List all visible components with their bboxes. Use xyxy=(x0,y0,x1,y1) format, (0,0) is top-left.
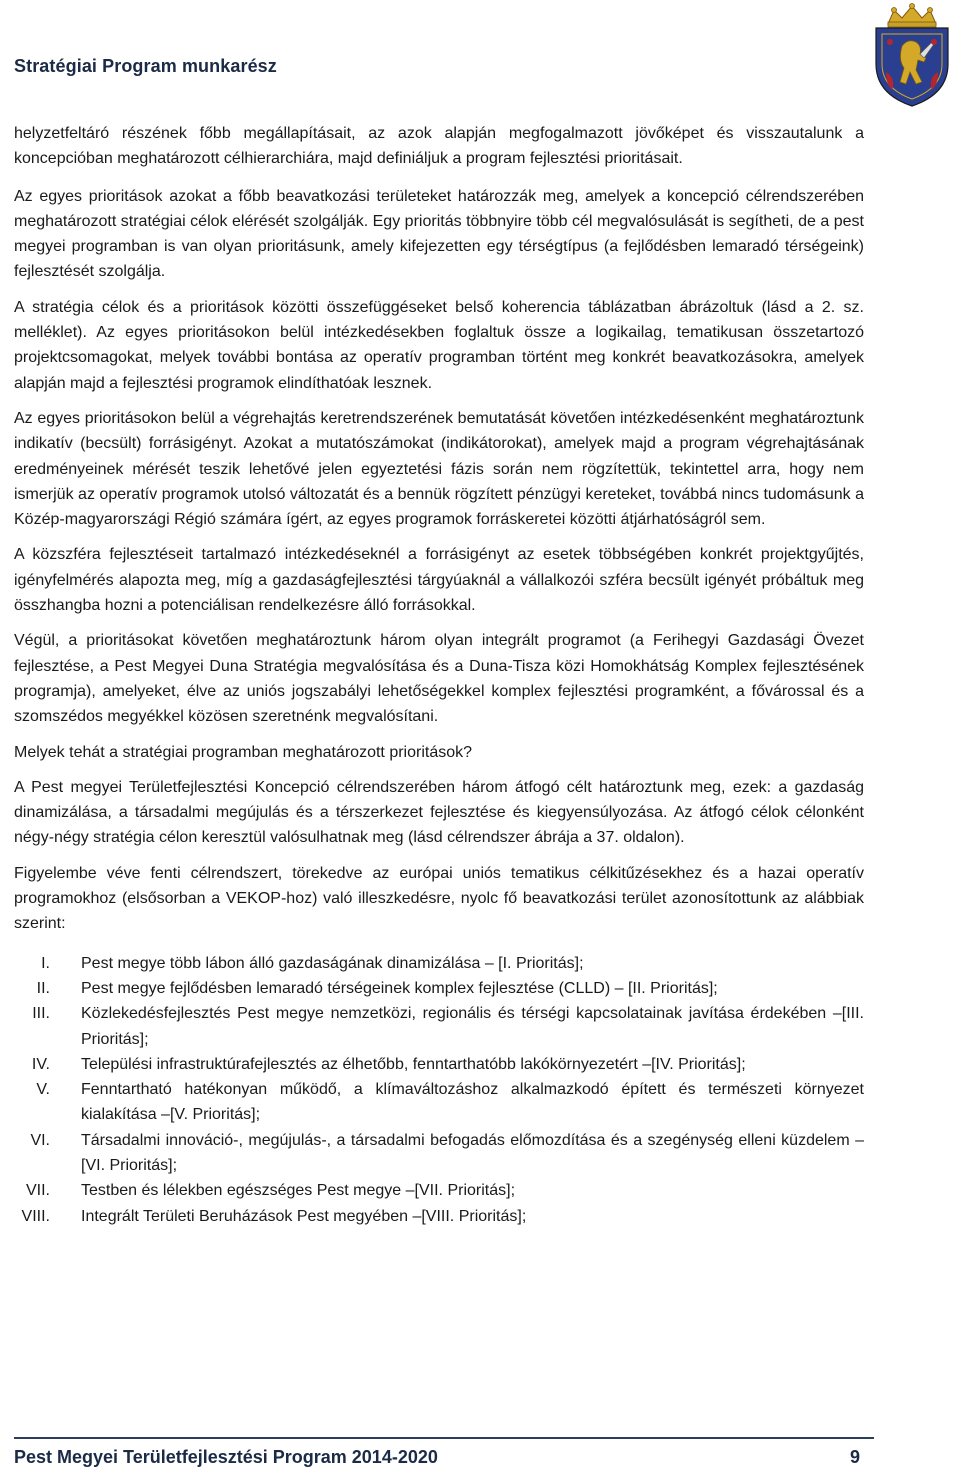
page-number: 9 xyxy=(850,1447,861,1467)
body-paragraph: A közszféra fejlesztéseit tartalmazó intézkedéseknél a forrásigényt az esetek többségében konkrét projektgyűjtés, igényfelmérés alapozta meg, míg a gazdaságfejlesztési tárgyúaknál a vállalkozói szféra becsült igényét próbáltuk meg összhangba hozni a potenciálisan rendelkezésre álló forrásokkal. xyxy=(14,546,864,615)
priority-number: IV. xyxy=(31,1055,50,1073)
priority-text: Pest megye fejlődésben lemaradó térségeinek komplex fejlesztése (CLLD) – [II. Prioritás]; xyxy=(81,979,718,997)
body-paragraph: Figyelembe véve fenti célrendszert, törekedve az európai uniós tematikus célkitűzésekhez és a hazai operatív programokhoz (elsősorban a VEKOP-hoz) való illeszkedésre, nyolc fő beavatkozási terület azonosítottunk az alábbiak szerint: xyxy=(14,864,864,933)
body-paragraph: helyzetfeltáró részének főbb megállapításait, az azok alapján megfogalmazott jövőképet és visszautalunk a koncepcióban meghatározott célhierarchiára, majd definiáljuk a program fejlesztési prioritásait. xyxy=(14,125,864,168)
priority-text: Testben és lélekben egészséges Pest megye –[VII. Prioritás]; xyxy=(81,1182,516,1200)
priority-item xyxy=(14,1204,864,1229)
priority-text: Fenntartható hatékonyan működő, a klímaváltozáshoz alkalmazkodó épített és természeti környezet kialakítása –[V. Prioritás]; xyxy=(81,1081,864,1124)
body-paragraph: Az egyes prioritásokon belül a végrehajtás keretrendszerének bemutatását követően intézkedésenként meghatároztunk indikatív (becsült) forrásigényt. Azokat a mutatószámokat (indikátorokat), amelyek majd a program végrehajtásának eredményeinek mérését teszik lehetővé jelen egyeztetési fázis során nem rögzítettük, tekintettel arra, hogy nem ismerjük az operatív programok utolsó változatát és a bennük rögzített pénzügyi kereteket, továbbá nincs tudomásunk a Közép-magyarországi Régió számára ígért, az egyes programok forráskeretei közötti átjárhatóságról sem. xyxy=(14,409,864,529)
priority-item xyxy=(14,1178,864,1203)
priority-list xyxy=(14,951,864,1229)
priority-number: VI. xyxy=(30,1131,50,1149)
priority-number: III. xyxy=(32,1005,50,1023)
priority-number: VIII. xyxy=(21,1207,50,1225)
document-body xyxy=(14,121,864,1229)
priority-number: V. xyxy=(36,1081,50,1099)
priority-number: II. xyxy=(36,979,50,997)
priority-item xyxy=(14,1001,864,1052)
body-question: Melyek tehát a stratégiai programban meghatározott prioritások? xyxy=(14,743,473,761)
priority-text: Pest megye több lábon álló gazdaságának dinamizálása – [I. Prioritás]; xyxy=(81,954,584,972)
body-paragraph: Az egyes prioritások azokat a főbb beavatkozási területeket határozzák meg, amelyek a koncepció célrendszerében meghatározott stratégiai célok elérését szolgálják. Egy prioritás többnyire több cél megvalósulását is segítheti, de a pest megyei programban is van olyan prioritásunk, amely kifejezetten egy térségtípus (a fejlődésben lemaradó térségeink) fejlesztését szolgálja. xyxy=(14,187,864,281)
footer-divider xyxy=(14,1437,874,1439)
document-header-title: Stratégiai Program munkarész xyxy=(14,56,277,76)
priority-text: Települési infrastruktúrafejlesztés az élhetőbb, fenntarthatóbb lakókörnyezetért –[IV. Prioritás]; xyxy=(81,1055,746,1073)
footer-title: Pest Megyei Területfejlesztési Program 2014-2020 xyxy=(14,1447,438,1467)
county-coat-of-arms-icon xyxy=(866,2,958,110)
priority-item xyxy=(14,1128,864,1179)
body-paragraph: A stratégia célok és a prioritások közötti összefüggéseket belső koherencia táblázatban ábrázoltuk (lásd a 2. sz. melléklet). Az egyes prioritásokon belül intézkedésekben foglaltuk össze a logikailag, tematikusan összetartozó projektcsomagokat, melyek további bontása az operatív programban történt meg konkrét beavatkozásokra, amelyek alapján majd a fejlesztési programok elindíthatóak lesznek. xyxy=(14,298,864,392)
priority-item xyxy=(14,1077,864,1128)
priority-item xyxy=(14,976,864,1001)
priority-text: Integrált Területi Beruházások Pest megyében –[VIII. Prioritás]; xyxy=(81,1207,527,1225)
body-paragraph: Végül, a prioritásokat követően meghatároztunk három olyan integrált programot (a Ferihegyi Gazdasági Övezet fejlesztése, a Pest Megyei Duna Stratégia megvalósítása és a Duna-Tisza közi Homokhátság Komplex fejlesztésének programja), amelyeket, élve az uniós jogszabályi lehetőségekkel komplex fejlesztési programként, a fővárossal és a szomszédos megyékkel közösen szeretnénk megvalósítani. xyxy=(14,632,864,726)
priority-text: Társadalmi innováció-, megújulás-, a társadalmi befogadás előmozdítása és a szegénység elleni küzdelem –[VI. Prioritás]; xyxy=(81,1131,864,1174)
priority-number: I. xyxy=(41,954,50,972)
priority-item xyxy=(14,951,864,976)
body-paragraph: A Pest megyei Területfejlesztési Koncepció célrendszerében három átfogó célt határoztunk meg, ezek: a gazdaság dinamizálása, a társadalmi megújulás és a térszerkezet fejlesztése és kiegyensúlyozása. Az átfogó célok célonként négy-négy stratégia célon keresztül valósulhatnak meg (lásd célrendszer ábrája a 37. oldalon). xyxy=(14,778,864,847)
priority-item xyxy=(14,1052,864,1077)
priority-text: Közlekedésfejlesztés Pest megye nemzetközi, regionális és térségi kapcsolatainak javítása érdekében –[III. Prioritás]; xyxy=(81,1005,864,1048)
priority-number: VII. xyxy=(25,1182,50,1200)
